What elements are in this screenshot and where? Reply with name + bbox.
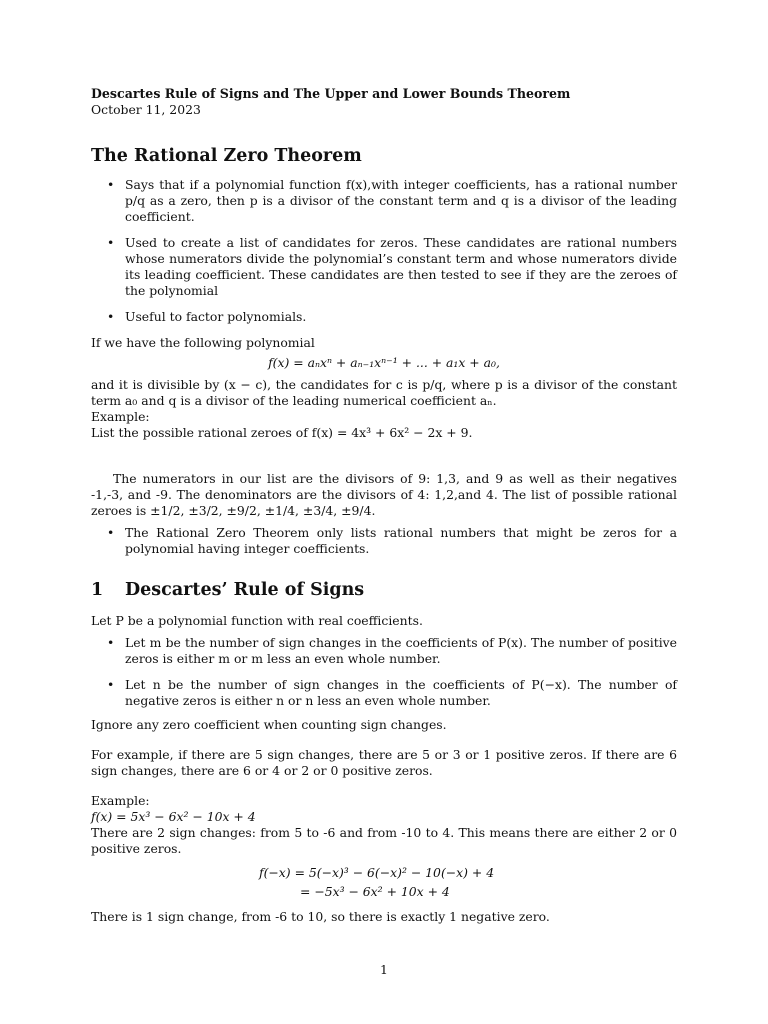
- section-title: Descartes’ Rule of Signs: [125, 580, 365, 600]
- ignore-zero-note: Ignore any zero coefficient when counting sign changes.: [91, 717, 447, 732]
- rational-zero-bullet-list: [91, 177, 677, 325]
- descartes-intro: Let P be a polynomial function with real coefficients.: [91, 613, 423, 628]
- note-bullet-list: [91, 525, 677, 557]
- negative-zero-conclusion: There is 1 sign change, from -6 to 10, so there is exactly 1 negative zero.: [91, 909, 550, 924]
- polynomial-intro: If we have the following polynomial: [91, 335, 315, 350]
- equation-line: f(−x) = 5(−x)³ − 6(−x)² − 10(−x) + 4: [259, 865, 495, 880]
- section-number: 1: [91, 580, 104, 600]
- divisibility-paragraph: and it is divisible by (x − c), the candidates for c is p/q, where p is a divisor of the constant term a₀ and q is a divisor of the leading numerical coefficient aₙ.: [91, 377, 677, 408]
- section-heading-descartes: [91, 579, 677, 601]
- example-label: Example:: [91, 409, 150, 424]
- example-label: Example:: [91, 793, 150, 808]
- bullet-item: • Used to create a list of candidates for zeros. These candidates are rational numbers whose numerators divide the polynomial’s constant term and whose numerators divide its leading coefficient. These candidates are then tested to see if they are the zeroes of the polynomial: [103, 235, 677, 299]
- document-page: [91, 86, 677, 925]
- bullet-item: • Let n be the number of sign changes in the coefficients of P(−x). The number of negative zeros is either n or n less an even whole number.: [103, 677, 677, 709]
- section-heading-rational-zero: The Rational Zero Theorem: [91, 146, 362, 166]
- page-number: 1: [380, 962, 388, 977]
- bullet-item: • Let m be the number of sign changes in the coefficients of P(x). The number of positive zeros is either m or m less an even whole number.: [103, 635, 677, 667]
- equation-line: = −5x³ − 6x² + 10x + 4: [300, 884, 450, 899]
- bullet-item: • Says that if a polynomial function f(x),with integer coefficients, has a rational number p/q as a zero, then p is a divisor of the constant term and q is a divisor of the leading coefficient.: [103, 177, 677, 225]
- example-function: f(x) = 5x³ − 6x² − 10x + 4: [91, 809, 256, 824]
- numerators-paragraph: The numerators in our list are the divisors of 9: 1,3, and 9 as well as their negatives -1,-3, and -9. The denominators are the divisors of 4: 1,2,and 4. The list of possible rational zeroes is ±1/2, ±3/2, ±9/2, ±1/4, ±3/4, ±9/4.: [91, 471, 677, 518]
- bullet-item: • Useful to factor polynomials.: [103, 309, 677, 325]
- example-statement: List the possible rational zeroes of f(x) = 4x³ + 6x² − 2x + 9.: [91, 425, 473, 440]
- polynomial-formula: f(x) = aₙxⁿ + aₙ₋₁xⁿ⁻¹ + ... + a₁x + a₀,: [268, 355, 500, 370]
- descartes-bullet-list: [91, 635, 677, 709]
- negative-x-equation: [91, 865, 677, 903]
- sign-changes-explanation: There are 2 sign changes: from 5 to -6 and from -10 to 4. This means there are either 2 or 0 positive zeros.: [91, 825, 677, 856]
- bullet-item: • The Rational Zero Theorem only lists rational numbers that might be zeros for a polynomial having integer coefficients.: [103, 525, 677, 557]
- sign-change-example-paragraph: For example, if there are 5 sign changes, there are 5 or 3 or 1 positive zeros. If there are 6 sign changes, there are 6 or 4 or 2 or 0 positive zeros.: [91, 747, 677, 778]
- document-date: October 11, 2023: [91, 102, 201, 117]
- document-title: Descartes Rule of Signs and The Upper and Lower Bounds Theorem: [91, 86, 571, 101]
